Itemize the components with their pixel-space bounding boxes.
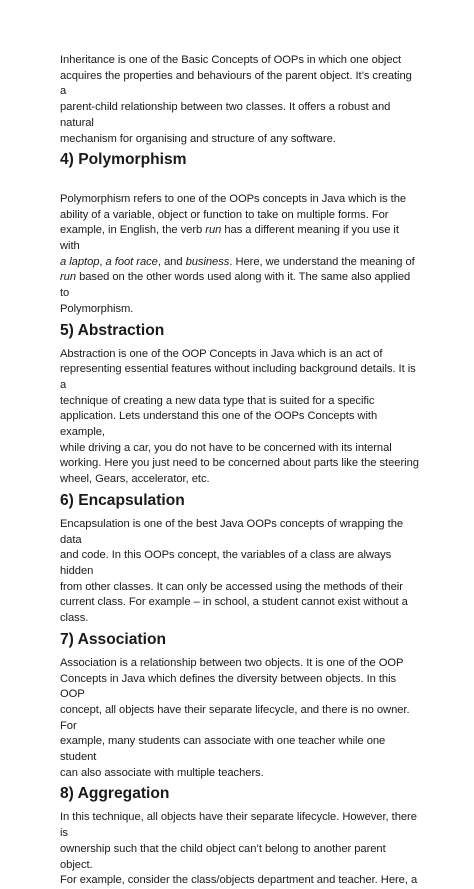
text-run: . Here, we understand the meaning of (229, 255, 415, 268)
text-run-italic: run (60, 271, 77, 284)
heading-aggregation: 8) Aggregation (60, 785, 170, 803)
paragraph-abstraction: Abstraction is one of the OOP Concepts in Java which is an act of representing essential features without including background details. It is a technique of creating a new data type that is suited for a specific application. Lets understand this one of the OOPs Concepts with example, while driving a car, you do not have to be concerned with its internal working. Here you just need to be concerned about parts like the steering wheel, Gears, accelerator, etc. (60, 347, 419, 486)
text-run: has a different meaning if you use it with (60, 224, 399, 253)
heading-association: 7) Association (60, 630, 167, 648)
paragraph-polymorphism (60, 176, 420, 317)
text-run: based on the other words used along with it. The same also applied to Polymorphism. (60, 271, 411, 315)
heading-abstraction: 5) Abstraction (60, 321, 165, 339)
text-run: , (99, 255, 106, 268)
paragraph-encapsulation: Encapsulation is one of the best Java OOPs concepts of wrapping the data and code. In this OOPs concept, the variables of a class are always hidden from other classes. It can only be accessed using the methods of their current class. For example – in school, a student cannot exist without a class. (60, 517, 408, 625)
text-run: Polymorphism refers to one of the OOPs concepts in Java which is the ability of a variable, object or function to take on multiple forms. For example, in English, the verb (60, 192, 407, 237)
heading-encapsulation: 6) Encapsulation (60, 491, 185, 509)
text-run-italic: business (185, 255, 230, 268)
document-page (60, 53, 420, 889)
heading-polymorphism: 4) Polymorphism (60, 151, 187, 169)
intro-paragraph: Inheritance is one of the Basic Concepts of OOPs in which one object acquires the properties and behaviours of the parent object. It’s creating a parent-child relationship between two classes. It offers a robust and natural mechanism for organising and structure of any software. (60, 54, 412, 145)
text-run-italic: a foot race (105, 255, 158, 268)
text-run-italic: a laptop (60, 255, 100, 268)
paragraph-aggregation: In this technique, all objects have their separate lifecycle. However, there is ownership such that the child object can’t belong to another parent object. For example, consider the class/objects department and teacher. Here, a (60, 811, 418, 887)
paragraph-association: Association is a relationship between two objects. It is one of the OOP Concepts in Java which defines the diversity between objects. In this OOP concept, all objects have their separate lifecycle, and there is no owner. For example, many students can associate with one teacher while one student can also associate with multiple teachers. (60, 656, 410, 779)
text-run-italic: run (205, 224, 222, 237)
text-run: , and (157, 255, 186, 268)
